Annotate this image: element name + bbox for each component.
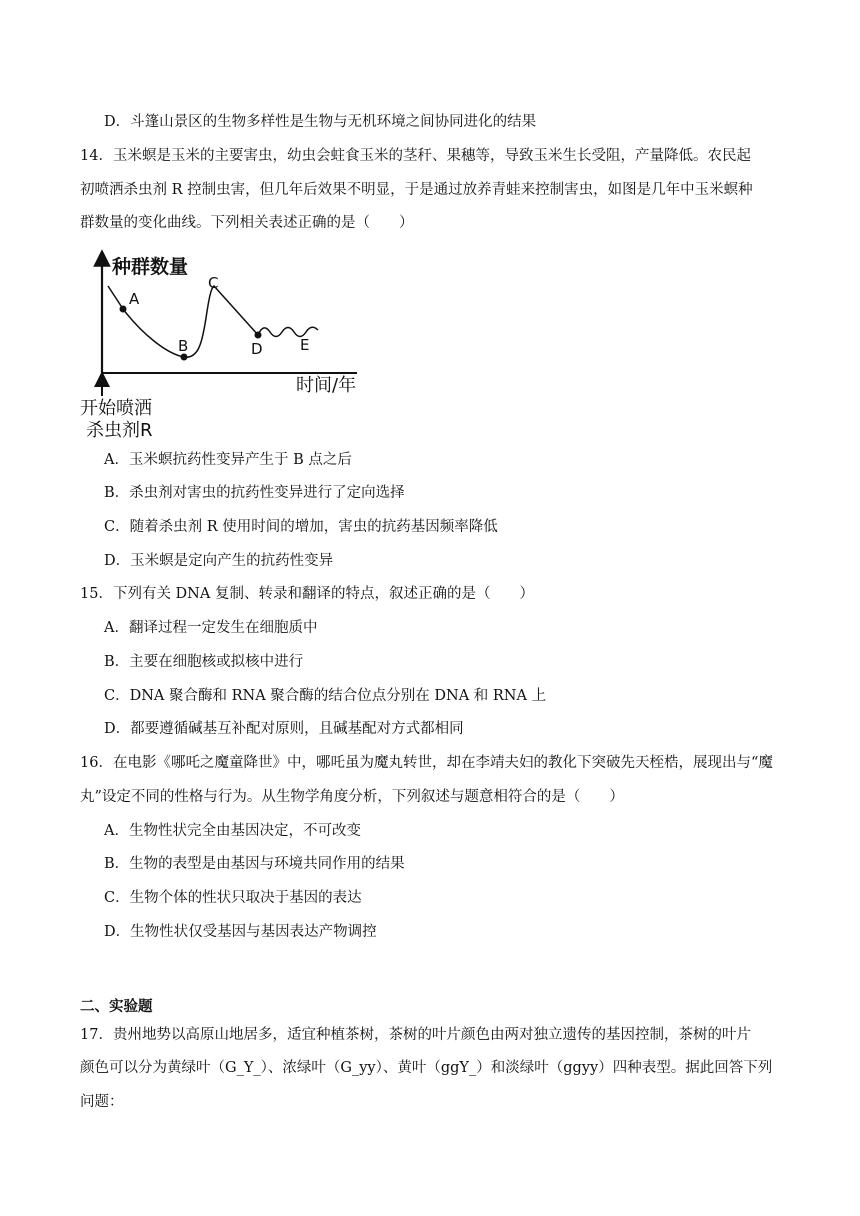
start-label-line-1: 开始喷洒 xyxy=(80,398,152,419)
point-d xyxy=(255,332,262,339)
point-a-label: A xyxy=(129,290,140,308)
point-e-label: E xyxy=(300,336,310,354)
q16-option-d: D．生物性状仅受基因与基因表达产物调控 xyxy=(104,924,377,940)
q13-option-d: D．斗篷山景区的生物多样性是生物与无机环境之间协同进化的结果 xyxy=(104,114,537,130)
start-label-line-2: 杀虫剂R xyxy=(86,420,153,441)
point-d-label: D xyxy=(251,340,263,358)
q15-option-c: C．DNA 聚合酶和 RNA 聚合酶的结合位点分别在 DNA 和 RNA 上 xyxy=(104,688,547,704)
point-c-label: C xyxy=(208,274,219,292)
q16-stem-line-1: 16．在电影《哪吒之魔童降世》中，哪吒虽为魔丸转世，却在李靖夫妇的教化下突破先天桎梏，展现出与“魔 xyxy=(80,755,773,771)
point-a xyxy=(120,306,127,313)
q14-stem-line-2: 初喷洒杀虫剂 R 控制虫害，但几年后效果不明显，于是通过放养青蛙来控制害虫，如图是几年中玉米螟种 xyxy=(80,182,753,198)
q14-stem-line-1: 14．玉米螟是玉米的主要害虫，幼虫会蛀食玉米的茎秆、果穗等，导致玉米生长受阻，产量降低。农民起 xyxy=(80,148,751,164)
y-axis-label: 种群数量 xyxy=(112,256,189,278)
q14-option-b: B．杀虫剂对害虫的抗药性变异进行了定向选择 xyxy=(104,485,405,501)
q17-stem-line-1: 17．贵州地势以高原山地居多，适宜种植茶树，茶树的叶片颜色由两对独立遗传的基因控制，茶树的叶片 xyxy=(80,1027,751,1043)
population-curve-figure xyxy=(72,246,372,446)
q14-option-a: A．玉米螟抗药性变异产生于 B 点之后 xyxy=(104,452,352,468)
q16-option-a: A．生物性状完全由基因决定，不可改变 xyxy=(104,823,361,839)
q15-option-b: B．主要在细胞核或拟核中进行 xyxy=(104,654,304,670)
section-title: 二、实验题 xyxy=(80,998,153,1015)
q15-option-d: D．都要遵循碱基互补配对原则，且碱基配对方式都相同 xyxy=(104,721,464,737)
q14-stem-line-3: 群数量的变化曲线。下列相关表述正确的是（ ） xyxy=(80,215,414,231)
point-b-label: B xyxy=(178,337,189,355)
q16-option-c: C．生物个体的性状只取决于基因的表达 xyxy=(104,890,362,906)
q17-stem-line-3: 问题： xyxy=(80,1094,124,1110)
x-axis-label: 时间/年 xyxy=(296,375,357,396)
q14-option-c: C．随着杀虫剂 R 使用时间的增加，害虫的抗药基因频率降低 xyxy=(104,519,498,535)
q16-option-b: B．生物的表型是由基因与环境共同作用的结果 xyxy=(104,856,405,872)
q15-option-a: A．翻译过程一定发生在细胞质中 xyxy=(104,620,318,636)
q14-option-d: D．玉米螟是定向产生的抗药性变异 xyxy=(104,553,334,569)
q16-stem-line-2: 丸”设定不同的性格与行为。从生物学角度分析，下列叙述与题意相符合的是（ ） xyxy=(80,789,624,805)
q17-stem-line-2: 颜色可以分为黄绿叶（G_Y_）、浓绿叶（G_yy）、黄叶（ggY_）和淡绿叶（ggyy）四种表型。据此回答下列 xyxy=(80,1060,773,1076)
q15-stem: 15．下列有关 DNA 复制、转录和翻译的特点，叙述正确的是（ ） xyxy=(80,586,534,602)
